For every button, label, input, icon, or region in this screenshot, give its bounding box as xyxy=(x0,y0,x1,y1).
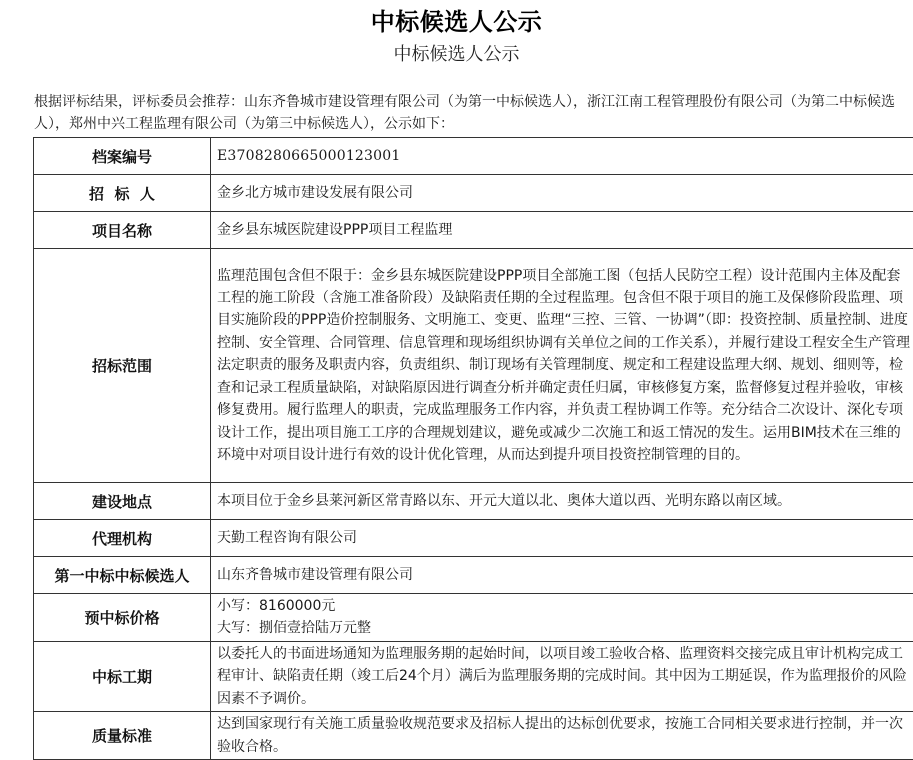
row-label: 建设地点 xyxy=(34,483,211,520)
row-value: 天勤工程咨询有限公司 xyxy=(211,520,913,557)
table-row-scope xyxy=(34,249,913,483)
table-row-bid-price xyxy=(34,594,913,642)
price-uppercase: 大写：捌佰壹拾陆万元整 xyxy=(217,617,910,639)
row-value: E3708280665000123001 xyxy=(211,138,913,175)
row-label: 第一中标中标候选人 xyxy=(34,557,211,594)
row-label: 中标工期 xyxy=(34,641,211,711)
table-row-quality xyxy=(34,712,913,760)
intro-text: 根据评标结果，评标委员会推荐：山东齐鲁城市建设管理有限公司（为第一中标候选人），浙江江南工程管理股份有限公司（为第二中标候选人），郑州中兴工程监理有限公司（为第三中标候选人），公示如下： xyxy=(34,91,910,135)
price-lowercase: 小写：8160000元 xyxy=(217,595,910,617)
table-row-location xyxy=(34,483,913,520)
table-row-duration xyxy=(34,641,913,711)
table-row-first-candidate xyxy=(34,557,913,594)
table-row-agency xyxy=(34,520,913,557)
row-value: 以委托人的书面进场通知为监理服务期的起始时间，以项目竣工验收合格、监理资料交接完成且审计机构完成工程审计、缺陷责任期（竣工后24个月）满后为监理服务期的完成时间。其中因为工期延误，作为监理报价的风险因素不予调价。 xyxy=(211,641,913,711)
row-value: 达到国家现行有关施工质量验收规范要求及招标人提出的达标创优要求，按施工合同相关要求进行控制，并一次验收合格。 xyxy=(211,712,913,760)
row-label: 档案编号 xyxy=(34,138,211,175)
page-subtitle: 中标候选人公示 xyxy=(0,43,913,67)
row-label: 预中标价格 xyxy=(34,594,211,642)
row-value: 金乡北方城市建设发展有限公司 xyxy=(211,175,913,212)
row-label: 质量标准 xyxy=(34,712,211,760)
row-value: 本项目位于金乡县莱河新区常青路以东、开元大道以北、奥体大道以西、光明东路以南区域。 xyxy=(211,483,913,520)
row-label: 代理机构 xyxy=(34,520,211,557)
page-title: 中标候选人公示 xyxy=(0,6,913,38)
row-value: 金乡县东城医院建设PPP项目工程监理 xyxy=(211,212,913,249)
row-value xyxy=(211,594,913,642)
intro-paragraph xyxy=(34,91,910,135)
table-row-archive-number xyxy=(34,138,913,175)
candidate-info-table xyxy=(33,137,913,760)
table-row-project-name xyxy=(34,212,913,249)
row-label: 招 标 人 xyxy=(34,175,211,212)
row-value: 山东齐鲁城市建设管理有限公司 xyxy=(211,557,913,594)
row-label: 招标范围 xyxy=(34,249,211,483)
row-value: 监理范围包含但不限于：金乡县东城医院建设PPP项目全部施工图（包括人民防空工程）设计范围内主体及配套工程的施工阶段（含施工准备阶段）及缺陷责任期的全过程监理。包含但不限于项目的施工及保修阶段监理、项目实施阶段的PPP造价控制服务、文明施工、变更、监理“三控、三管、一协调”（即：投资控制、质量控制、进度控制、安全管理、合同管理、信息管理和现场组织协调有关单位之间的工作关系），并履行建设工程安全生产管理法定职责的服务及职责内容，负责组织、制订现场有关管理制度、规定和工程建设监理大纲、规划、细则等，检查和记录工程质量缺陷，对缺陷原因进行调查分析并确定责任归属，审核修复方案，监督修复过程并验收，审核修复费用。履行监理人的职责，完成监理服务工作内容，并负责工程协调工作等。充分结合二次设计、深化专项设计工作，提出项目施工工序的合理规划建议，避免或减少二次施工和返工情况的发生。运用BIM技术在三维的环境中对项目设计进行有效的设计优化管理，从而达到提升项目投资控制管理的目的。 xyxy=(211,249,913,483)
row-label: 项目名称 xyxy=(34,212,211,249)
table-row-tenderer xyxy=(34,175,913,212)
